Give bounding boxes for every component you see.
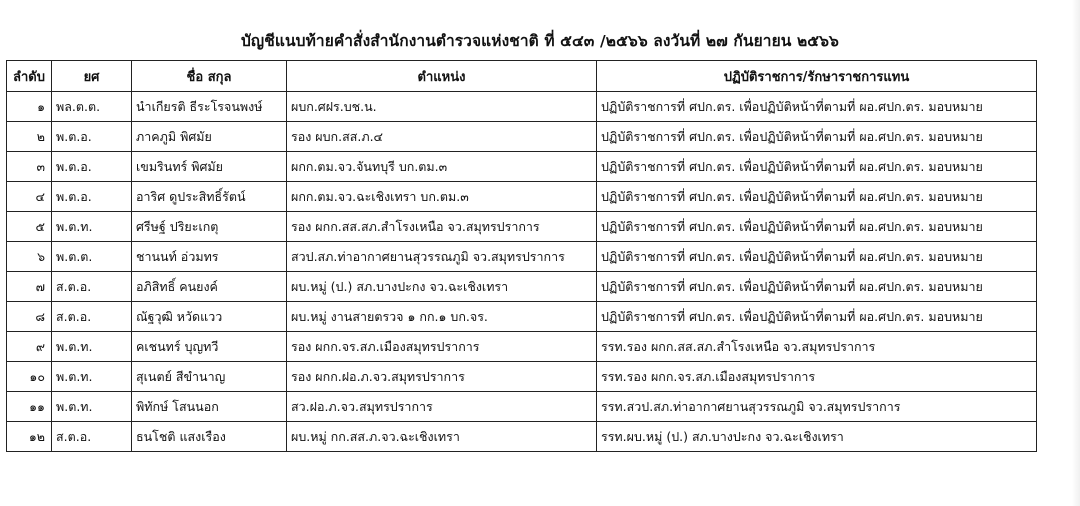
cell-acting: ปฏิบัติราชการที่ ศปก.ตร. เพื่อปฏิบัติหน้าที่ตามที่ ผอ.ศปก.ตร. มอบหมาย: [597, 242, 1037, 272]
cell-no: ๖: [7, 242, 52, 272]
header-name: ชื่อ สกุล: [132, 61, 287, 92]
cell-acting: ปฏิบัติราชการที่ ศปก.ตร. เพื่อปฏิบัติหน้าที่ตามที่ ผอ.ศปก.ตร. มอบหมาย: [597, 92, 1037, 122]
cell-acting: รรท.รอง ผกก.สส.สภ.สำโรงเหนือ จว.สมุทรปราการ: [597, 332, 1037, 362]
cell-position: ผกก.ตม.จว.จันทบุรี บก.ตม.๓: [287, 152, 597, 182]
header-no: ลำดับ: [7, 61, 52, 92]
cell-rank: ส.ต.อ.: [52, 272, 132, 302]
cell-name: พิทักษ์ โสนนอก: [132, 392, 287, 422]
cell-position: ผบ.หมู่ กก.สส.ภ.จว.ฉะเชิงเทรา: [287, 422, 597, 452]
cell-name: นำเกียรติ ธีระโรจนพงษ์: [132, 92, 287, 122]
table-row: [7, 302, 1037, 332]
table-row: [7, 122, 1037, 152]
table-row: [7, 182, 1037, 212]
cell-no: ๒: [7, 122, 52, 152]
cell-position: สวป.สภ.ท่าอากาศยานสุวรรณภูมิ จว.สมุทรปราการ: [287, 242, 597, 272]
cell-rank: พ.ต.อ.: [52, 182, 132, 212]
cell-acting: ปฏิบัติราชการที่ ศปก.ตร. เพื่อปฏิบัติหน้าที่ตามที่ ผอ.ศปก.ตร. มอบหมาย: [597, 152, 1037, 182]
cell-name: ศรีษฐ์ ปริยะเกตุ: [132, 212, 287, 242]
cell-rank: ส.ต.อ.: [52, 302, 132, 332]
cell-acting: รรท.ผบ.หมู่ (ป.) สภ.บางปะกง จว.ฉะเชิงเทรา: [597, 422, 1037, 452]
cell-no: ๘: [7, 302, 52, 332]
cell-rank: พ.ต.ต.: [52, 242, 132, 272]
table-row: [7, 212, 1037, 242]
cell-name: ณัฐวุฒิ หวัดแวว: [132, 302, 287, 332]
cell-no: ๗: [7, 272, 52, 302]
cell-no: ๑๐: [7, 362, 52, 392]
cell-name: ภาคภูมิ พิศมัย: [132, 122, 287, 152]
cell-name: ชานนท์ อ่วมทร: [132, 242, 287, 272]
cell-no: ๔: [7, 182, 52, 212]
table-row: [7, 92, 1037, 122]
cell-no: ๑๑: [7, 392, 52, 422]
cell-rank: พ.ต.อ.: [52, 122, 132, 152]
cell-name: สุเนตย์ สีขำนาญ: [132, 362, 287, 392]
cell-position: รอง ผกก.ฝอ.ภ.จว.สมุทรปราการ: [287, 362, 597, 392]
cell-acting: รรท.รอง ผกก.จร.สภ.เมืองสมุทรปราการ: [597, 362, 1037, 392]
cell-acting: ปฏิบัติราชการที่ ศปก.ตร. เพื่อปฏิบัติหน้าที่ตามที่ ผอ.ศปก.ตร. มอบหมาย: [597, 302, 1037, 332]
table-row: [7, 392, 1037, 422]
table-row: [7, 152, 1037, 182]
cell-name: ธนโชติ แสงเรือง: [132, 422, 287, 452]
table-row: [7, 362, 1037, 392]
cell-rank: พล.ต.ต.: [52, 92, 132, 122]
cell-acting: รรท.สวป.สภ.ท่าอากาศยานสุวรรณภูมิ จว.สมุทรปราการ: [597, 392, 1037, 422]
cell-name: อาริศ ดูประสิทธิ์รัตน์: [132, 182, 287, 212]
header-rank: ยศ: [52, 61, 132, 92]
cell-position: รอง ผกก.สส.สภ.สำโรงเหนือ จว.สมุทรปราการ: [287, 212, 597, 242]
cell-no: ๑๒: [7, 422, 52, 452]
cell-no: ๑: [7, 92, 52, 122]
header-position: ตำแหน่ง: [287, 61, 597, 92]
cell-acting: ปฏิบัติราชการที่ ศปก.ตร. เพื่อปฏิบัติหน้าที่ตามที่ ผอ.ศปก.ตร. มอบหมาย: [597, 212, 1037, 242]
cell-rank: พ.ต.ท.: [52, 332, 132, 362]
cell-position: สว.ฝอ.ภ.จว.สมุทรปราการ: [287, 392, 597, 422]
cell-position: ผกก.ตม.จว.ฉะเชิงเทรา บก.ตม.๓: [287, 182, 597, 212]
cell-position: รอง ผกก.จร.สภ.เมืองสมุทรปราการ: [287, 332, 597, 362]
cell-rank: พ.ต.ท.: [52, 392, 132, 422]
table-header-row: [7, 61, 1037, 92]
cell-no: ๓: [7, 152, 52, 182]
cell-no: ๙: [7, 332, 52, 362]
page-edge-shadow: [1072, 0, 1080, 506]
table-row: [7, 272, 1037, 302]
cell-rank: พ.ต.ท.: [52, 212, 132, 242]
personnel-table: [6, 60, 1037, 452]
cell-rank: ส.ต.อ.: [52, 422, 132, 452]
cell-position: รอง ผบก.สส.ภ.๔: [287, 122, 597, 152]
table-row: [7, 242, 1037, 272]
cell-acting: ปฏิบัติราชการที่ ศปก.ตร. เพื่อปฏิบัติหน้าที่ตามที่ ผอ.ศปก.ตร. มอบหมาย: [597, 272, 1037, 302]
header-acting: ปฏิบัติราชการ/รักษาราชการแทน: [597, 61, 1037, 92]
document-title: บัญชีแนบท้ายคำสั่งสำนักงานตำรวจแห่งชาติ ที่ ๕๔๓ /๒๕๖๖ ลงวันที่ ๒๗ กันยายน ๒๕๖๖: [240, 32, 839, 50]
cell-acting: ปฏิบัติราชการที่ ศปก.ตร. เพื่อปฏิบัติหน้าที่ตามที่ ผอ.ศปก.ตร. มอบหมาย: [597, 122, 1037, 152]
table-row: [7, 332, 1037, 362]
cell-name: เขมรินทร์ พิศมัย: [132, 152, 287, 182]
table-row: [7, 422, 1037, 452]
cell-position: ผบ.หมู่ งานสายตรวจ ๑ กก.๑ บก.จร.: [287, 302, 597, 332]
cell-name: คเชนทร์ บุญทวี: [132, 332, 287, 362]
cell-rank: พ.ต.อ.: [52, 152, 132, 182]
cell-no: ๕: [7, 212, 52, 242]
cell-rank: พ.ต.ท.: [52, 362, 132, 392]
cell-name: อภิสิทธิ์ คนยงค์: [132, 272, 287, 302]
cell-position: ผบ.หมู่ (ป.) สภ.บางปะกง จว.ฉะเชิงเทรา: [287, 272, 597, 302]
cell-position: ผบก.ศฝร.บช.น.: [287, 92, 597, 122]
cell-acting: ปฏิบัติราชการที่ ศปก.ตร. เพื่อปฏิบัติหน้าที่ตามที่ ผอ.ศปก.ตร. มอบหมาย: [597, 182, 1037, 212]
